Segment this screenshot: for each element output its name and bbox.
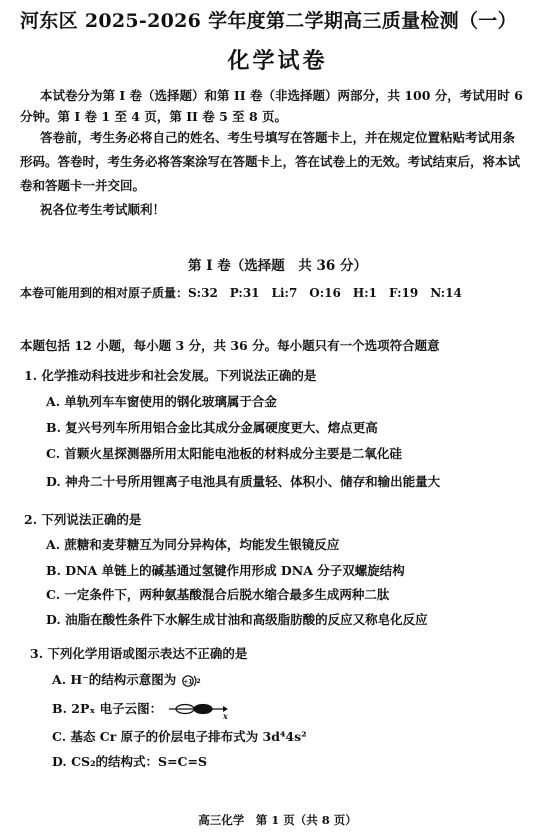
intro-line-4: 形码。答卷时，考生务必将答案涂写在答题卡上，答在试卷上的无效。考试结束后，将本试 xyxy=(20,154,521,169)
question-3-option-c: C. 基态 Cr 原子的价层电子排布式为 3d⁴4s² xyxy=(52,729,307,744)
intro-line-3: 答卷前，考生务必将自己的姓名、考生号填写在答题卡上，并在规定位置粘贴考试用条 xyxy=(40,130,516,145)
question-3-option-a-text: A. H⁻的结构示意图为 xyxy=(52,672,177,687)
intro-line-6: 祝各位考生考试顺利！ xyxy=(40,202,166,217)
page-footer: 高三化学 第 1 页（共 8 页） xyxy=(198,813,357,827)
question-1-option-d: D. 神舟二十号所用锂离子电池具有质量轻、体积小、储存和输出能量大 xyxy=(46,474,441,489)
question-3-option-d: D. CS₂的结构式：S=C=S xyxy=(52,754,207,769)
question-1-option-b: B. 复兴号列车所用铝合金比其成分金属硬度更大、熔点更高 xyxy=(46,420,378,435)
question-3-stem: 3. 下列化学用语或图示表达不正确的是 xyxy=(30,646,248,661)
question-1-stem: 1. 化学推动科技进步和社会发展。下列说法正确的是 xyxy=(24,368,317,383)
intro-line-2: 分钟。第 I 卷 1 至 4 页，第 II 卷 5 至 8 页。 xyxy=(20,109,288,124)
svg-text:2: 2 xyxy=(196,677,201,685)
question-2-option-a: A. 蔗糖和麦芽糖互为同分异构体，均能发生银镜反应 xyxy=(46,537,340,552)
exam-subtitle: 化学试卷 xyxy=(227,48,328,74)
intro-line-5: 卷和答题卡一并交回。 xyxy=(20,178,146,193)
intro-line-1: 本试卷分为第 I 卷（选择题）和第 II 卷（非选择题）两部分，共 100 分，考试用时 6 xyxy=(40,88,523,103)
question-3-option-b xyxy=(52,699,231,720)
exam-title: 河东区 2025-2026 学年度第二学期高三质量检测（一） xyxy=(20,10,517,32)
question-2-option-c: C. 一定条件下，两种氨基酸混合后脱水缩合最多生成两种二肽 xyxy=(46,587,390,602)
p-orbital-cloud-icon xyxy=(167,700,231,720)
question-1-option-a: A. 单轨列车车窗使用的钢化玻璃属于合金 xyxy=(46,394,277,409)
question-3-option-a xyxy=(52,670,201,689)
question-1-option-c: C. 首颗火星探测器所用太阳能电池板的材料成分主要是二氧化硅 xyxy=(46,446,402,461)
question-3-option-b-text: B. 2Pₓ 电子云图： xyxy=(52,701,163,716)
section-instructions: 本题包括 12 小题，每小题 3 分，共 36 分。每小题只有一个选项符合题意 xyxy=(20,338,440,353)
atomic-masses: 本卷可能用到的相对原子质量：S:32 P:31 Li:7 O:16 H:1 F:19 N:14 xyxy=(20,286,462,300)
question-2-option-d: D. 油脂在酸性条件下水解生成甘油和高级脂肪酸的反应又称皂化反应 xyxy=(46,612,428,627)
h-ion-structure-icon xyxy=(181,673,201,689)
question-2-option-b: B. DNA 单链上的碱基通过氢键作用形成 DNA 分子双螺旋结构 xyxy=(46,563,405,578)
section-title: 第 I 卷（选择题 共 36 分） xyxy=(188,258,367,274)
question-2-stem: 2. 下列说法正确的是 xyxy=(24,512,142,527)
h-ion-charge-label: +1 xyxy=(183,678,193,685)
cloud-axis-label: x xyxy=(222,710,228,720)
